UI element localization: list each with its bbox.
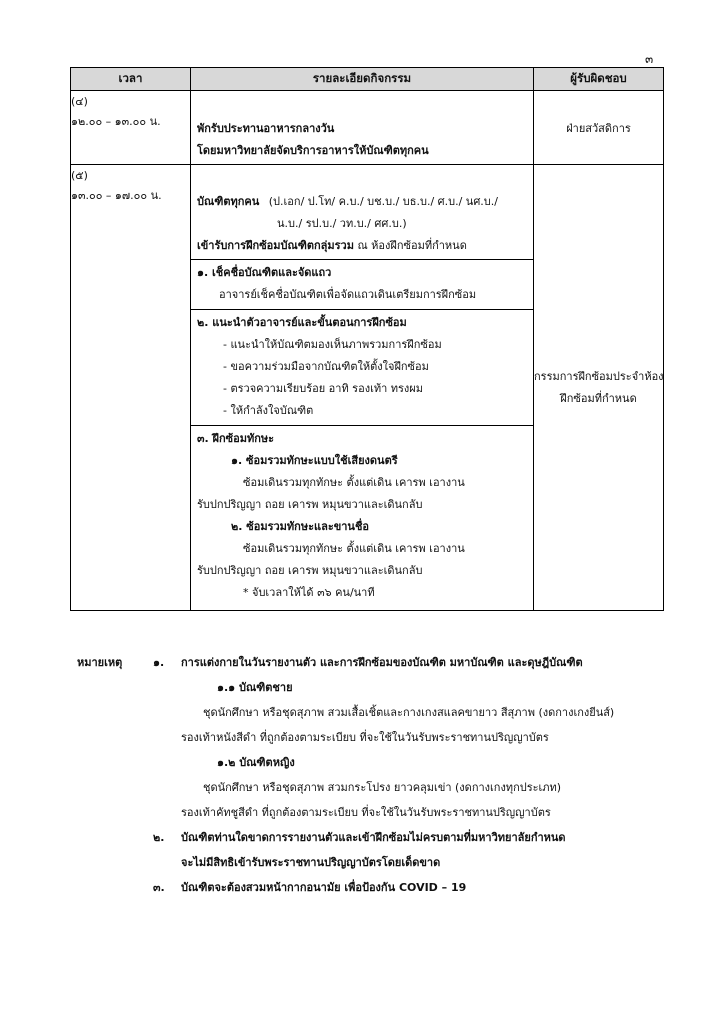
list-item: - ตรวจความเรียบร้อย อาทิ รองเท้า ทรงผม bbox=[223, 382, 423, 395]
row4-index: (๔) bbox=[71, 95, 88, 108]
graduates-label: บัณฑิตทุกคน bbox=[197, 195, 260, 208]
table-header-row bbox=[71, 68, 664, 91]
graduates-degrees-1: (ป.เอก/ ป.โท/ ค.บ./ บช.บ./ บธ.บ./ ศ.บ./ นศ.บ./ bbox=[268, 195, 498, 208]
note-1-1-line1-row bbox=[77, 700, 677, 725]
note-1-1-line2: รองเท้าหนังสีดำ ที่ถูกต้องตามระเบียบ ที่จะใช้ในวันรับพระราชทานปริญญาบัตร bbox=[181, 731, 549, 744]
header-detail: รายละเอียดกิจกรรม bbox=[191, 68, 534, 91]
note-1 bbox=[77, 650, 677, 675]
row4-responsible-cell bbox=[534, 91, 664, 165]
list-item: - แนะนำให้บัณฑิตมองเห็นภาพรวมการฝึกซ้อม bbox=[223, 338, 442, 351]
notes-label: หมายเหตุ bbox=[77, 656, 123, 669]
note-1-text: การแต่งกายในวันรายงานตัว และการฝึกซ้อมของบัณฑิต มหาบัณฑิต และดุษฎีบัณฑิต bbox=[181, 656, 583, 669]
row4-detail-line2: โดยมหาวิทยาลัยจัดบริการอาหารให้บัณฑิตทุกคน bbox=[197, 144, 429, 157]
row5-responsible-cell bbox=[534, 165, 664, 611]
schedule-table bbox=[70, 67, 664, 611]
note-1-1-line2-row bbox=[77, 725, 677, 750]
page-number: ๓ bbox=[645, 52, 654, 66]
note-1-1-title-row bbox=[77, 675, 677, 700]
step3-sub1-title: ๑. ซ้อมรวมทักษะแบบใช้เสียงดนตรี bbox=[231, 454, 398, 467]
row4-detail-line1: พักรับประทานอาหารกลางวัน bbox=[197, 122, 335, 135]
step3-sub2-line1: ซ้อมเดินรวมทุกทักษะ ตั้งแต่เดิน เคารพ เอางาน bbox=[243, 542, 465, 555]
graduates-degrees-2: น.บ./ รป.บ./ วท.บ./ ศศ.บ.) bbox=[277, 217, 407, 230]
step3-sub1-line2: รับปกปริญญา ถอย เคารพ หมุนขวาและเดินกลับ bbox=[197, 498, 423, 511]
note-3 bbox=[77, 875, 677, 900]
step1-text: อาจารย์เช็คชื่อบัณฑิตเพื่อจัดแถวเดินเตรียมการฝึกซ้อม bbox=[219, 288, 477, 301]
join-bold: เข้ารับการฝึกซ้อมบัณฑิตกลุ่มรวม bbox=[197, 239, 354, 252]
note-2 bbox=[77, 825, 677, 850]
note-1-2-line2-row bbox=[77, 800, 677, 825]
note-2-line1: บัณฑิตท่านใดขาดการรายงานตัวและเข้าฝึกซ้อมไม่ครบตามที่มหาวิทยาลัยกำหนด bbox=[181, 831, 566, 844]
step3-sub2-title: ๒. ซ้อมรวมทักษะและขานชื่อ bbox=[231, 520, 370, 533]
header-responsible: ผู้รับผิดชอบ bbox=[534, 68, 664, 91]
row5-responsible-line1: กรรมการฝึกซ้อมประจำห้อง bbox=[534, 369, 664, 383]
note-1-2-line1: ชุดนักศึกษา หรือชุดสุภาพ สวมกระโปรง ยาวคลุมเข่า (งดกางเกงทุกประเภท) bbox=[203, 781, 562, 794]
note-2-line2-row bbox=[77, 850, 677, 875]
row4-time-cell bbox=[71, 91, 191, 165]
step1-title: ๑. เช็คชื่อบัณฑิตและจัดแถว bbox=[197, 266, 332, 279]
row5-detail-cell bbox=[191, 165, 534, 611]
join-rest: ณ ห้องฝึกซ้อมที่กำหนด bbox=[353, 239, 467, 252]
note-3-text: บัณฑิตจะต้องสวมหน้ากากอนามัย เพื่อป้องกัน COVID – 19 bbox=[181, 881, 467, 894]
note-2-line2: จะไม่มีสิทธิเข้ารับพระราชทานปริญญาบัตรโดยเด็ดขาด bbox=[181, 856, 441, 869]
step2-box bbox=[191, 309, 533, 425]
step2-title: ๒. แนะนำตัวอาจารย์และขั้นตอนการฝึกซ้อม bbox=[197, 316, 407, 329]
row5-time: ๑๓.๐๐ – ๑๗.๐๐ น. bbox=[71, 189, 162, 202]
note-2-number: ๒. bbox=[153, 831, 165, 844]
step3-note: * จับเวลาให้ได้ ๓๖ คน/นาที bbox=[243, 586, 375, 599]
list-item: - ขอความร่วมมือจากบัณฑิตให้ตั้งใจฝึกซ้อม bbox=[223, 360, 429, 373]
table-row bbox=[71, 165, 664, 611]
row5-join-line bbox=[197, 235, 527, 257]
table-row bbox=[71, 91, 664, 165]
note-1-2-title-row bbox=[77, 750, 677, 775]
note-1-2-title: ๑.๒ บัณฑิตหญิง bbox=[217, 756, 295, 769]
row5-time-cell bbox=[71, 165, 191, 611]
list-item: - ให้กำลังใจบัณฑิต bbox=[223, 404, 314, 417]
step3-sub1-line1: ซ้อมเดินรวมทุกทักษะ ตั้งแต่เดิน เคารพ เอางาน bbox=[243, 476, 465, 489]
note-1-1-line1: ชุดนักศึกษา หรือชุดสุภาพ สวมเสื้อเชิ้ตและกางเกงสแลคขายาว สีสุภาพ (งดกางเกงยีนส์) bbox=[203, 706, 615, 719]
row4-responsible: ฝ่ายสวัสดิการ bbox=[566, 121, 631, 135]
step3-sub2-line2: รับปกปริญญา ถอย เคารพ หมุนขวาและเดินกลับ bbox=[197, 564, 423, 577]
note-1-1-title: ๑.๑ บัณฑิตชาย bbox=[217, 681, 293, 694]
note-3-number: ๓. bbox=[153, 881, 165, 894]
header-time: เวลา bbox=[71, 68, 191, 91]
notes-section bbox=[77, 650, 677, 900]
step1-box bbox=[191, 259, 533, 309]
step3-title: ๓. ฝึกซ้อมทักษะ bbox=[197, 432, 275, 445]
step3-box bbox=[191, 425, 533, 610]
note-1-2-line1-row bbox=[77, 775, 677, 800]
note-1-number: ๑. bbox=[153, 656, 165, 669]
row5-index: (๕) bbox=[71, 169, 88, 182]
row5-responsible-line2: ฝึกซ้อมที่กำหนด bbox=[560, 391, 637, 405]
row5-graduates-line bbox=[197, 191, 527, 213]
row4-detail-cell bbox=[191, 91, 534, 165]
note-1-2-line2: รองเท้าคัทชูสีดำ ที่ถูกต้องตามระเบียบ ที่จะใช้ในวันรับพระราชทานปริญญาบัตร bbox=[181, 806, 551, 819]
row4-time: ๑๒.๐๐ – ๑๓.๐๐ น. bbox=[71, 115, 161, 128]
